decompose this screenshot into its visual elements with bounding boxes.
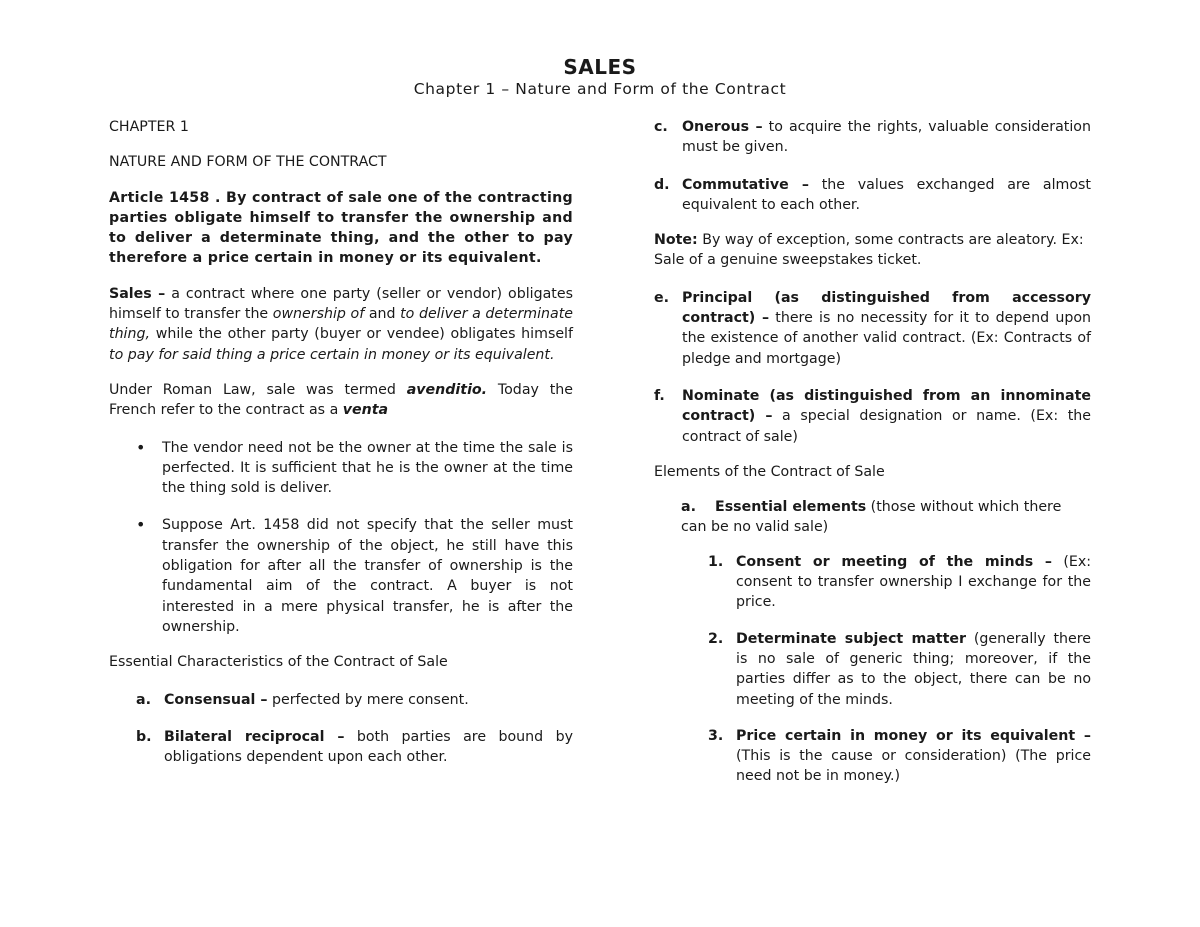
chapter-label: CHAPTER 1 (109, 119, 189, 135)
element-item (654, 726, 1091, 787)
bullet-icon: • (136, 437, 146, 457)
characteristic-item (654, 175, 1091, 216)
item-text: perfected by mere consent. (267, 691, 469, 708)
item-text: (This is the cause or consideration) (The price need not be in money.) (736, 748, 1091, 785)
bullet-item (109, 438, 573, 499)
item-term: Price certain in money or its equivalent – (736, 727, 1091, 744)
item-term: Consent or meeting of the minds – (736, 553, 1053, 570)
article-1458: Article 1458 . By contract of sale one of the contracting parties obligate himself to transfer the ownership and to deliver a determinate thing, and the other to pay therefore a price certain in money or its equivalent. (109, 189, 573, 267)
document-subtitle: Chapter 1 – Nature and Form of the Contract (413, 80, 787, 98)
bullet-item (109, 515, 573, 637)
item-marker: e. (654, 289, 670, 306)
item-term: Determinate subject matter (736, 630, 966, 647)
document-title: SALES (563, 55, 637, 79)
note-text: By way of exception, some contracts are aleatory. Ex: Sale of a genuine sweepstakes ticket. (654, 232, 1084, 269)
essential-elements-paragraph (654, 497, 1091, 538)
item-term: Consensual – (164, 691, 268, 708)
item-marker: 2. (708, 630, 724, 647)
sales-text-1: a contract where one party (seller or vendor) obligates himself to transfer the (109, 285, 573, 323)
essential-term: Essential elements (715, 499, 867, 516)
item-text: both parties are bound by obligations dependent upon each other. (164, 728, 573, 766)
item-marker: 1. (708, 553, 724, 570)
bullet-icon: • (136, 515, 146, 535)
sales-italic-1: ownership of (272, 306, 365, 323)
roman-text-1: Under Roman Law, sale was termed (109, 381, 407, 398)
item-marker: f. (654, 387, 665, 404)
characteristic-item (109, 690, 573, 710)
item-text: a special designation or name. (Ex: the contract of sale) (682, 408, 1091, 445)
roman-text-2: Today the French refer to the contract as a (109, 381, 573, 419)
chapter-title: NATURE AND FORM OF THE CONTRACT (109, 154, 387, 171)
item-term: Commutative – (682, 176, 809, 193)
essential-marker: a. (681, 499, 696, 516)
note-label: Note: (654, 232, 698, 249)
characteristic-item (654, 386, 1091, 447)
essential-text: (those without which there can be no valid sale) (681, 499, 1062, 536)
roman-term-avenditio: avenditio. (406, 381, 488, 398)
element-item (654, 552, 1091, 613)
bullet-text: Suppose Art. 1458 did not specify that the seller must transfer the ownership of the object, he still have this obligation for after all the transfer of ownership is the fundamental aim of the contract. A buyer is not interested in a mere physical transfer, he is after the ownership. (162, 517, 573, 635)
item-marker: b. (136, 728, 152, 745)
sales-text-2: and (364, 306, 401, 323)
characteristic-item (654, 288, 1091, 369)
roman-law-paragraph (109, 380, 573, 421)
item-text: there is no necessity for it to depend upon the existence of another valid contract. (Ex: Contracts of pledge and mortgage) (682, 310, 1091, 367)
sales-italic-2: to deliver a determinate thing, (109, 306, 574, 343)
left-column (109, 117, 573, 767)
item-term: Nominate (as distinguished from an innominate contract) – (682, 387, 1091, 425)
right-column (654, 117, 1091, 787)
item-marker: d. (654, 176, 670, 193)
item-term: Onerous – (682, 119, 763, 135)
item-marker: 3. (708, 727, 724, 744)
item-text: to acquire the rights, valuable consideration must be given. (682, 119, 1091, 156)
item-text: the values exchanged are almost equivalent to each other. (682, 176, 1091, 213)
characteristic-item (109, 727, 573, 768)
sales-definition (109, 284, 573, 365)
item-marker: a. (136, 691, 151, 708)
characteristics-heading: Essential Characteristics of the Contract of Sale (109, 654, 448, 671)
roman-term-venta: venta (342, 402, 389, 419)
characteristic-item (654, 117, 1091, 158)
sales-term: Sales – (109, 285, 166, 302)
item-text: (generally there is no sale of generic thing; moreover, if the parties differ as to the object, there can be no meeting of the minds. (736, 630, 1091, 708)
sales-text-3: while the other party (buyer or vendee) obligates himself (150, 326, 573, 343)
item-term: Bilateral reciprocal – (164, 728, 345, 745)
element-item (654, 629, 1091, 710)
bullet-text: The vendor need not be the owner at the time the sale is perfected. It is sufficient that he is the owner at the time the thing sold is deliver. (162, 439, 573, 497)
sales-italic-3: to pay for said thing a price certain in money or its equivalent. (109, 346, 555, 363)
elements-heading: Elements of the Contract of Sale (654, 463, 885, 480)
note-paragraph (654, 230, 1091, 271)
item-term: Principal (as distinguished from accessory contract) – (682, 289, 1091, 327)
item-text: (Ex: consent to transfer ownership I exchange for the price. (736, 553, 1091, 611)
item-marker: c. (654, 119, 668, 135)
